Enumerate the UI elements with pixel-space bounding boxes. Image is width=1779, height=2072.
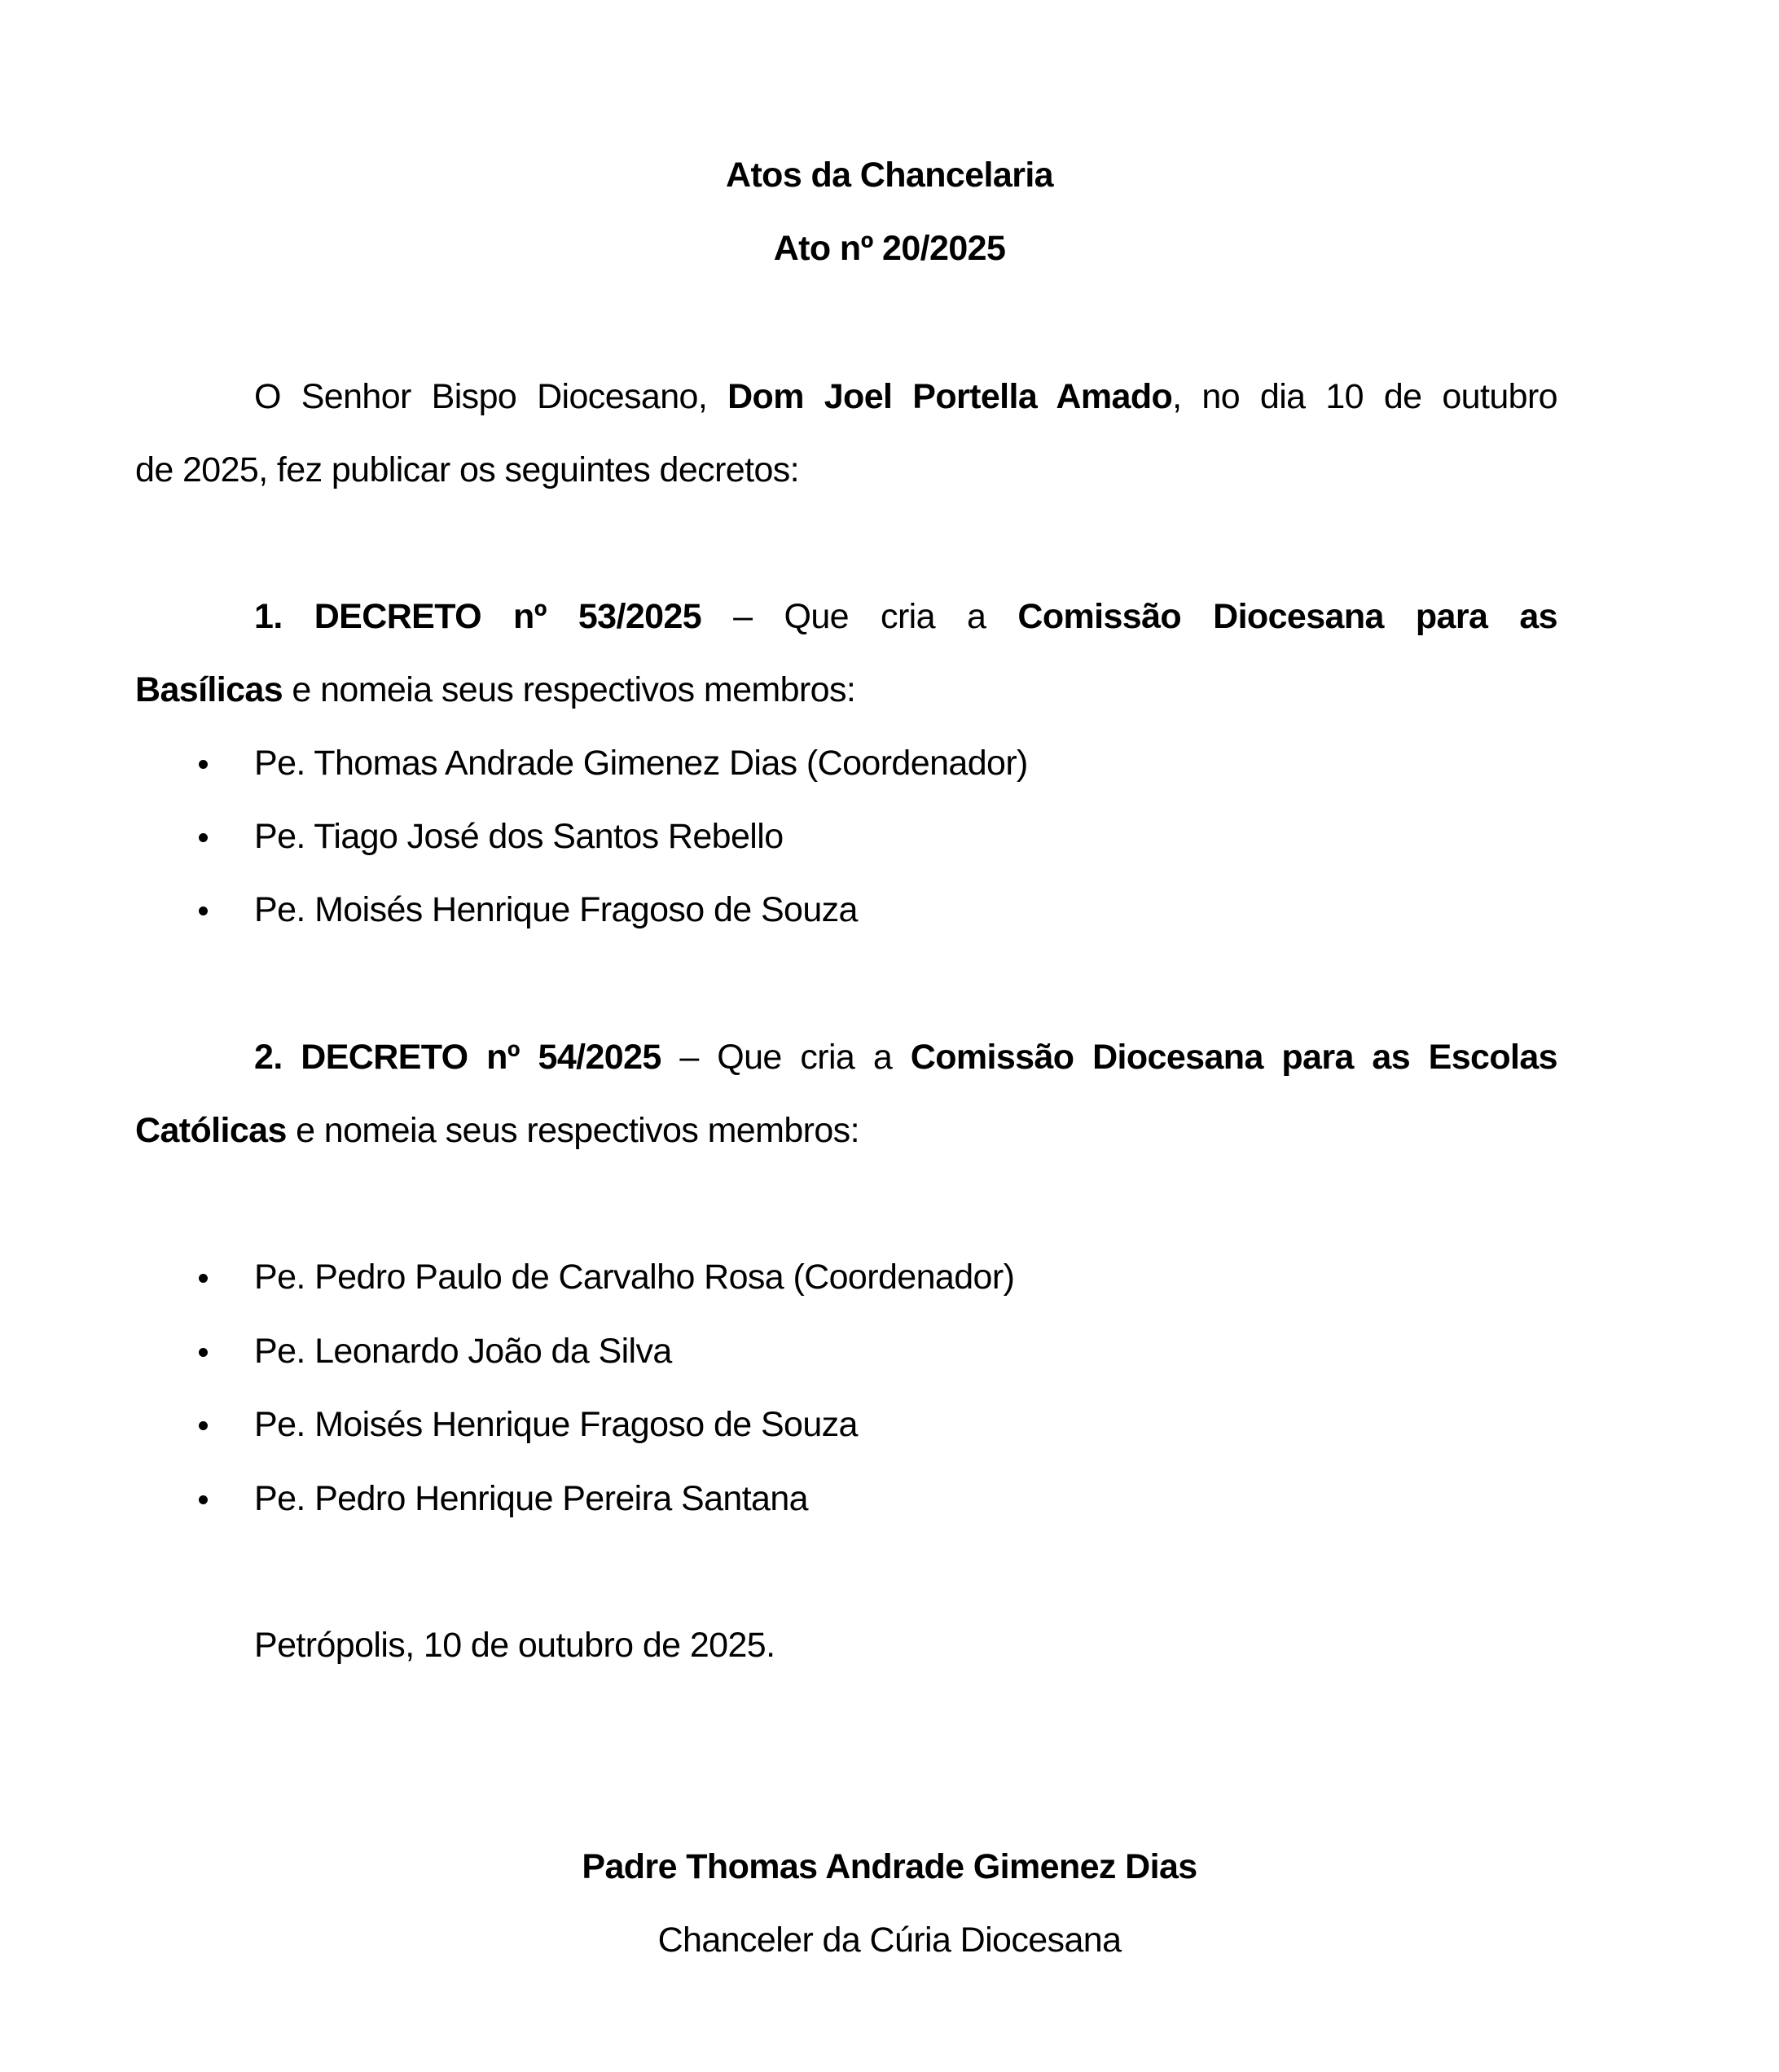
intro-pre: O Senhor Bispo Diocesano, bbox=[254, 377, 728, 416]
decree-1-line-1 bbox=[254, 594, 1557, 639]
bishop-name: Dom Joel Portella Amado bbox=[727, 377, 1173, 416]
decree-2-dash: – Que cria a bbox=[661, 1038, 911, 1077]
decree-1-rest: e nomeia seus respectivos membros: bbox=[283, 670, 856, 709]
decree-1-commission-cont: Basílicas bbox=[135, 670, 283, 709]
signature-name: Padre Thomas Andrade Gimenez Dias bbox=[582, 1847, 1197, 1886]
document-title: Atos da Chancelaria bbox=[725, 156, 1053, 195]
decree-1-line-2 bbox=[135, 667, 855, 713]
decree-2-rest: e nomeia seus respectivos membros: bbox=[286, 1111, 859, 1150]
member-name: Pe. Pedro Paulo de Carvalho Rosa (Coordenador) bbox=[254, 1258, 1015, 1297]
decree-1-commission: Comissão Diocesana para as bbox=[1017, 597, 1557, 636]
member-name: Pe. Tiago José dos Santos Rebello bbox=[254, 817, 784, 856]
intro-post: , no dia 10 de outubro bbox=[1172, 377, 1557, 416]
member-name: Pe. Thomas Andrade Gimenez Dias (Coordenador) bbox=[254, 744, 1028, 783]
member-name: Pe. Leonardo João da Silva bbox=[254, 1332, 672, 1371]
member-name: Pe. Moisés Henrique Fragoso de Souza bbox=[254, 890, 858, 929]
decree-2-line-2 bbox=[135, 1108, 859, 1153]
decree-2-line-1 bbox=[254, 1034, 1557, 1080]
signature-role: Chanceler da Cúria Diocesana bbox=[657, 1921, 1122, 1960]
decree-1-dash: – Que cria a bbox=[701, 597, 1018, 636]
member-name: Pe. Pedro Henrique Pereira Santana bbox=[254, 1479, 808, 1518]
decree-2-commission-cont: Católicas bbox=[135, 1111, 287, 1150]
decree-1-label: 1. DECRETO nº 53/2025 bbox=[254, 597, 702, 636]
decree-2-commission: Comissão Diocesana para as Escolas bbox=[910, 1038, 1557, 1077]
place-date: Petrópolis, 10 de outubro de 2025. bbox=[254, 1626, 775, 1665]
intro-line-2: de 2025, fez publicar os seguintes decretos: bbox=[135, 450, 800, 489]
intro-line-1 bbox=[254, 374, 1557, 419]
member-name: Pe. Moisés Henrique Fragoso de Souza bbox=[254, 1405, 858, 1444]
decree-2-label: 2. DECRETO nº 54/2025 bbox=[254, 1038, 661, 1077]
act-number: Ato nº 20/2025 bbox=[773, 229, 1006, 268]
